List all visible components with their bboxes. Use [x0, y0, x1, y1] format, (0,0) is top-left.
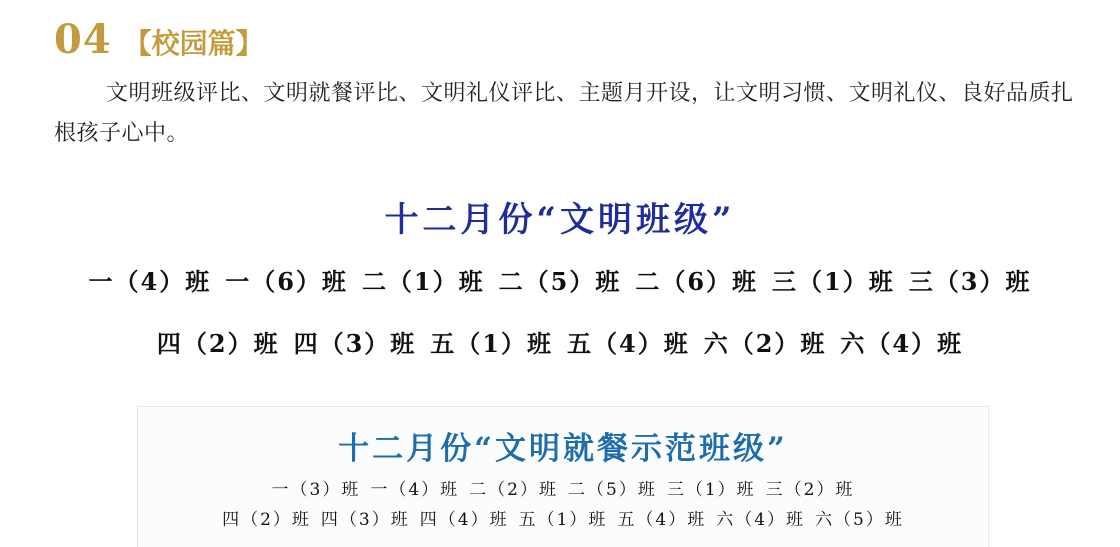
civilized-classes-title: 十二月份“文明班级” — [384, 200, 736, 240]
section-number: 04 — [54, 16, 112, 63]
class-name: 二（1）班 — [361, 267, 485, 296]
class-name: 三（1）班 — [666, 480, 756, 500]
dining-classes-title: 十二月份“文明就餐示范班级” — [338, 431, 788, 467]
civilized-classes-row-1 — [0, 262, 1120, 297]
class-name: 四（2）班 — [156, 329, 280, 358]
section-title: 【校园篇】 — [123, 27, 264, 60]
dining-classes-row-1 — [138, 475, 988, 500]
class-name: 二（5）班 — [568, 480, 657, 500]
intro-paragraph: 文明班级评比、文明就餐评比、文明礼仪评比、主题月开设，让文明习惯、文明礼仪、良好品质扎根孩子心中。 — [54, 81, 1074, 146]
class-name: 五（1）班 — [430, 329, 553, 358]
class-name: 二（2）班 — [469, 480, 558, 500]
class-name: 五（4）班 — [567, 329, 690, 358]
class-name: 三（2）班 — [765, 480, 855, 500]
class-name: 二（5）班 — [498, 267, 622, 296]
dining-classes-row-2 — [138, 505, 988, 530]
class-name: 六（4）班 — [716, 510, 806, 530]
civilized-classes-row-2 — [0, 324, 1120, 359]
class-name: 四（3）班 — [293, 329, 417, 358]
class-name: 五（4）班 — [617, 510, 707, 530]
class-name: 四（4）班 — [419, 510, 509, 530]
class-name: 六（2）班 — [703, 329, 827, 358]
class-name: 四（2）班 — [222, 510, 311, 530]
class-name: 一（3）班 — [271, 480, 361, 500]
class-name: 六（4）班 — [840, 329, 964, 358]
class-name: 一（4）班 — [370, 480, 460, 500]
class-name: 六（5）班 — [815, 510, 904, 530]
class-name: 一（6）班 — [225, 267, 348, 296]
class-name: 三（3）班 — [908, 267, 1032, 296]
class-name: 五（1）班 — [518, 510, 608, 530]
class-name: 二（6）班 — [635, 267, 759, 296]
dining-classes-panel — [137, 406, 989, 547]
class-name: 四（3）班 — [320, 510, 410, 530]
class-name: 三（1）班 — [772, 267, 895, 296]
section-header — [54, 16, 264, 68]
class-name: 一（4）班 — [88, 267, 212, 296]
